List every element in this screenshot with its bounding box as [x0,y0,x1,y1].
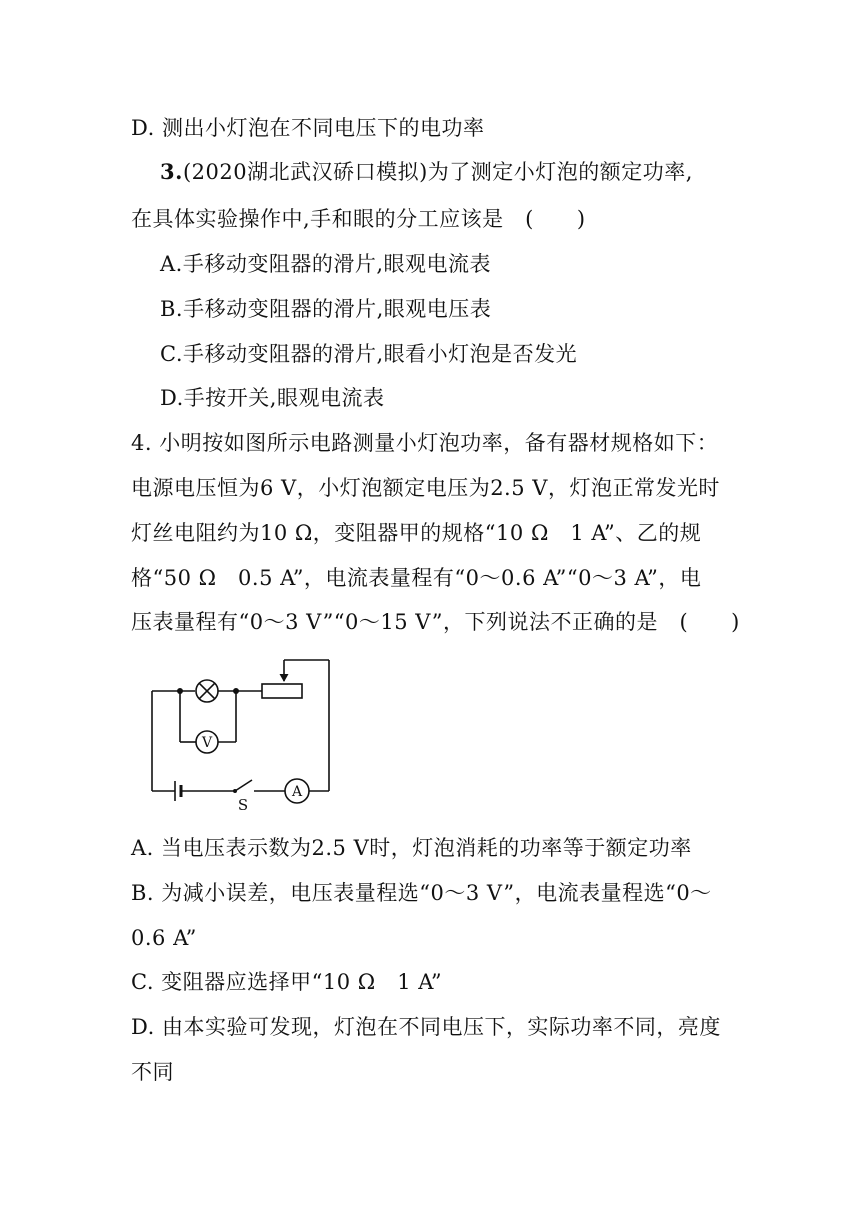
switch-label: S [237,796,249,810]
junction-dot [233,688,239,694]
q4-option-d-line-1: D. 由本实验可发现，灯泡在不同电压下，实际功率不同，亮度 [131,1015,721,1039]
q3-option-c: C.手移动变阻器的滑片,眼看小灯泡是否发光 [160,342,578,366]
q3-option-a: A.手移动变阻器的滑片,眼观电流表 [160,252,492,276]
switch-pivot [233,789,237,793]
q2-option-d: D. 测出小灯泡在不同电压下的电功率 [131,116,485,140]
q4-option-d-line-2: 不同 [131,1060,174,1084]
voltmeter-label: V [201,735,213,751]
q3-option-b: B.手移动变阻器的滑片,眼观电压表 [160,297,492,321]
slider-arrowhead [280,674,289,682]
q4-stem-line-4: 格“50 Ω 0.5 A”，电流表量程有“0～0.6 A”“0～3 A”，电 [131,566,702,590]
junction-dot [177,688,183,694]
q4-stem-line-1: 4. 小明按如图所示电路测量小灯泡功率，备有器材规格如下： [131,431,719,455]
rheostat-symbol [262,684,302,698]
q3-stem-line-1 [160,157,840,187]
circuit-diagram [140,650,340,810]
q4-option-b-line-1: B. 为减小误差，电压表量程选“0～3 V”，电流表量程选“0～ [131,881,712,905]
q4-option-a: A. 当电压表示数为2.5 V时，灯泡消耗的功率等于额定功率 [131,836,692,860]
q3-number: 3. [160,159,183,184]
q3-option-d: D.手按开关,眼观电流表 [160,386,385,410]
q3-stem-text-1: (2020湖北武汉硚口模拟)为了测定小灯泡的额定功率, [182,160,693,184]
q4-stem-line-5: 压表量程有“0～3 V”“0～15 V”，下列说法不正确的是 ( ) [131,610,740,634]
q4-stem-line-2: 电源电压恒为6 V，小灯泡额定电压为2.5 V，灯泡正常发光时 [131,476,720,500]
switch-blade [235,780,252,791]
q4-option-b-line-2: 0.6 A” [131,926,197,950]
q4-stem-line-3: 灯丝电阻约为10 Ω，变阻器甲的规格“10 Ω 1 A”、乙的规 [131,521,702,545]
ammeter-label: A [291,784,303,800]
q4-option-c: C. 变阻器应选择甲“10 Ω 1 A” [131,970,443,994]
q3-stem-line-2: 在具体实验操作中,手和眼的分工应该是 ( ) [131,207,586,231]
